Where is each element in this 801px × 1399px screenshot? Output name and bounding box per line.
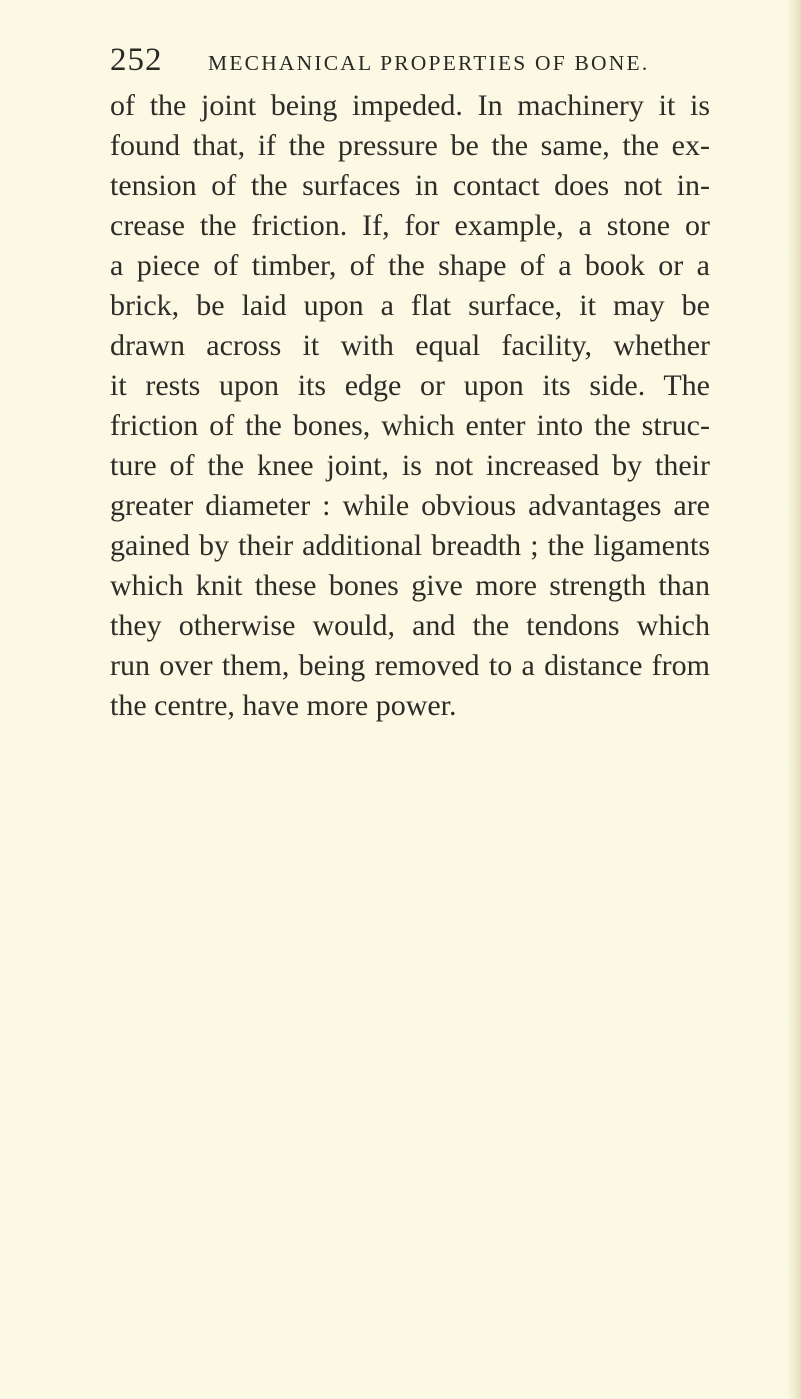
running-head-title: MECHANICAL PROPERTIES OF BONE. [208,51,650,75]
running-head [110,40,710,80]
text-line: of the joint being impeded. In machinery it is [110,89,710,122]
text-line: they otherwise would, and the tendons which [110,609,710,642]
text-line: drawn across it with equal facility, whether [110,329,710,362]
text-line: found that, if the pressure be the same, the ex- [110,129,710,162]
body-paragraph [110,86,710,726]
text-line: a piece of timber, of the shape of a book or a [110,249,710,282]
text-line: the centre, have more power. [110,689,457,722]
page-number: 252 [110,42,163,78]
text-line: which knit these bones give more strength than [110,569,710,602]
text-line: ture of the knee joint, is not increased by their [110,449,710,482]
text-line: brick, be laid upon a flat surface, it may be [110,289,710,322]
text-line: run over them, being removed to a distance from [110,649,710,682]
text-line: it rests upon its edge or upon its side. The [110,369,710,402]
text-line: crease the friction. If, for example, a stone or [110,209,710,242]
text-line: greater diameter : while obvious advantages are [110,489,710,522]
text-line: tension of the surfaces in contact does not in- [110,169,710,202]
text-line: friction of the bones, which enter into the struc- [110,409,710,442]
text-line: gained by their additional breadth ; the ligaments [110,529,710,562]
page-edge-shadow [787,0,801,1399]
